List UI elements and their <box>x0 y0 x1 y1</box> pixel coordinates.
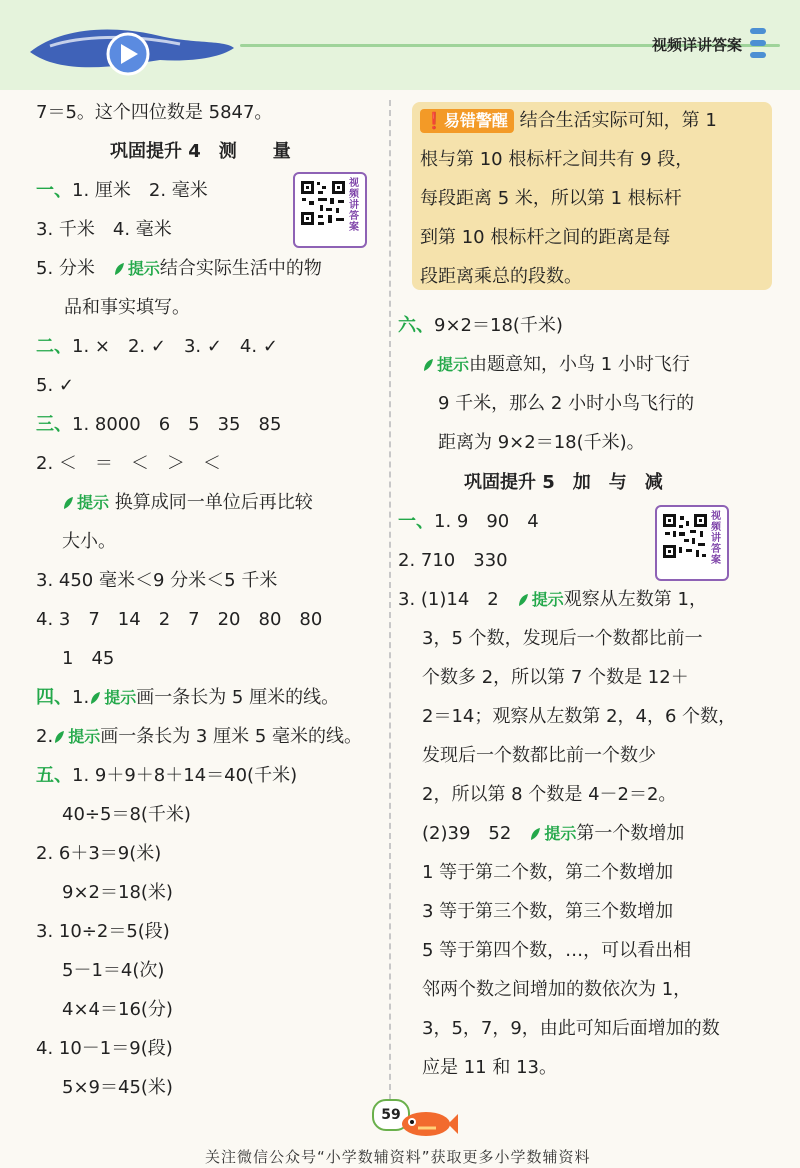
section-number: 五、 <box>36 765 72 786</box>
line <box>398 587 707 613</box>
warning-badge <box>420 109 514 133</box>
line <box>36 685 339 711</box>
section-title-5: 巩固提升 5 加 与 减 <box>464 472 663 493</box>
line: 4×4＝16(分) <box>62 999 173 1020</box>
line-text: 9×2＝18(千米) <box>434 315 563 336</box>
line: 每段距离 5 米，所以第 1 根标杆 <box>420 188 682 209</box>
column-divider <box>389 100 391 1100</box>
line-text: 1. 8000 6 5 35 85 <box>72 414 282 435</box>
line: 5－1＝4(次) <box>62 960 165 981</box>
tip-label <box>89 685 136 711</box>
line: 2＝14；观察从左数第 2，4，6 个数， <box>422 706 737 727</box>
section-number: 一、 <box>36 180 72 201</box>
tip-text: 提示 <box>68 727 101 746</box>
tip-text: 提示 <box>127 259 160 278</box>
line: 发现后一个数都比前一个数少 <box>422 745 656 766</box>
qr-label: 视频讲答案 <box>349 178 359 233</box>
tip-text: 提示 <box>437 355 470 374</box>
qr-label: 视频讲答案 <box>711 511 721 566</box>
line: 7＝5。这个四位数是 5847。 <box>36 102 273 123</box>
section-number: 三、 <box>36 414 72 435</box>
qr-code-icon <box>300 180 346 226</box>
page-number: 59 <box>372 1099 410 1131</box>
line <box>36 763 297 789</box>
line <box>420 108 717 134</box>
line-text: 换算成同一单位后再比较 <box>114 492 313 513</box>
line: 4. 3 7 14 2 7 20 80 80 <box>36 609 323 630</box>
line-text: 结合生活实际可知，第 1 <box>519 110 717 131</box>
tip-label <box>62 490 109 516</box>
tip-label <box>422 352 469 378</box>
line <box>36 412 281 438</box>
section-number: 二、 <box>36 336 72 357</box>
footer-watermark: 关注微信公众号“小学数辅资料”获取更多小学数辅资料 <box>205 1148 591 1166</box>
line: 2，所以第 8 个数是 4－2＝2。 <box>422 784 677 805</box>
line: 根与第 10 根标杆之间共有 9 段， <box>420 149 694 170</box>
line <box>36 334 278 360</box>
header-title: 视频详讲答案 <box>651 36 742 54</box>
line <box>36 178 208 204</box>
line: 距离为 9×2＝18(千米)。 <box>438 432 645 453</box>
line: 5. ✓ <box>36 375 74 396</box>
line <box>398 313 563 339</box>
line-text: 1. <box>72 687 90 708</box>
line-text: 画一条长为 3 厘米 5 毫米的线。 <box>100 726 362 747</box>
section-number: 四、 <box>36 687 72 708</box>
tip-text: 提示 <box>531 590 564 609</box>
tip-text: 提示 <box>104 688 137 707</box>
qr-code-video-2[interactable] <box>655 505 729 581</box>
line-text: 画一条长为 5 厘米的线。 <box>136 687 340 708</box>
line <box>36 256 322 282</box>
line: 5×9＝45(米) <box>62 1077 173 1098</box>
line: 1 等于第二个数，第二个数增加 <box>422 862 674 883</box>
tip-label <box>529 821 576 847</box>
leaf-icon <box>422 358 434 372</box>
line-text: 1. 9 90 4 <box>434 511 539 532</box>
line <box>398 509 539 535</box>
leaf-icon <box>113 262 125 276</box>
header-bars-icon <box>750 28 766 64</box>
qr-code-video-1[interactable] <box>293 172 367 248</box>
line-text: 结合实际生活中的物 <box>159 258 322 279</box>
line: 应是 11 和 13。 <box>422 1057 557 1078</box>
line-text: 2. <box>36 726 54 747</box>
line: 5 等于第四个数，…，可以看出相 <box>422 940 692 961</box>
tip-text: 提示 <box>77 493 110 512</box>
line-text: 1. 厘米 2. 毫米 <box>72 180 208 201</box>
line: 段距离乘总的段数。 <box>420 266 582 287</box>
tip-label <box>517 587 564 613</box>
line: 2. 710 330 <box>398 550 508 571</box>
line-text: 1. 9＋9＋8＋14＝40(千米) <box>72 765 298 786</box>
qr-code-icon <box>662 513 708 559</box>
line: 3 等于第三个数，第三个数增加 <box>422 901 674 922</box>
leaf-icon <box>89 691 101 705</box>
fish-icon <box>396 1104 458 1140</box>
tip-label <box>53 724 100 750</box>
tip-text: 提示 <box>544 824 577 843</box>
line-text: (2)39 52 <box>422 823 512 844</box>
line-text: 第一个数增加 <box>576 823 685 844</box>
line: 1 45 <box>62 648 115 669</box>
section-number: 六、 <box>398 315 434 336</box>
video-logo-icon <box>20 18 240 80</box>
line <box>422 352 690 378</box>
line-text: 由题意知，小鸟 1 小时飞行 <box>469 354 690 375</box>
line: 40÷5＝8(千米) <box>62 804 191 825</box>
leaf-icon <box>517 593 529 607</box>
leaf-icon <box>62 496 74 510</box>
line: 9 千米，那么 2 小时小鸟飞行的 <box>438 393 695 414</box>
line: 3. 10÷2＝5(段) <box>36 921 170 942</box>
line: 3. 450 毫米＜9 分米＜5 千米 <box>36 570 278 591</box>
line: 到第 10 根标杆之间的距离是每 <box>420 227 671 248</box>
alert-icon: ❗ <box>424 111 444 130</box>
leaf-icon <box>53 730 65 744</box>
line <box>36 724 362 750</box>
warning-badge-text: 易错警醒 <box>443 111 508 130</box>
line: 个数多 2，所以第 7 个数是 12＋ <box>422 667 689 688</box>
line-text: 1. × 2. ✓ 3. ✓ 4. ✓ <box>72 336 278 357</box>
tip-label <box>113 256 160 282</box>
line-text: 5. 分米 <box>36 258 95 279</box>
line: 9×2＝18(米) <box>62 882 173 903</box>
line: 3，5 个数，发现后一个数都比前一 <box>422 628 703 649</box>
line-text: 观察从左数第 1， <box>563 589 707 610</box>
line-text: 3. (1)14 2 <box>398 589 499 610</box>
line: 2. ＜ ＝ ＜ ＞ ＜ <box>36 453 221 474</box>
line <box>62 490 313 516</box>
line: 3. 千米 4. 毫米 <box>36 219 172 240</box>
section-number: 一、 <box>398 511 434 532</box>
line: 邻两个数之间增加的数依次为 1， <box>422 979 692 1000</box>
section-title-4: 巩固提升 4 测 量 <box>110 141 291 162</box>
line <box>422 821 684 847</box>
line: 大小。 <box>62 531 116 552</box>
line: 2. 6＋3＝9(米) <box>36 843 162 864</box>
line: 品和事实填写。 <box>64 297 190 318</box>
line: 4. 10－1＝9(段) <box>36 1038 173 1059</box>
line: 3，5，7，9，由此可知后面增加的数 <box>422 1018 720 1039</box>
leaf-icon <box>529 827 541 841</box>
